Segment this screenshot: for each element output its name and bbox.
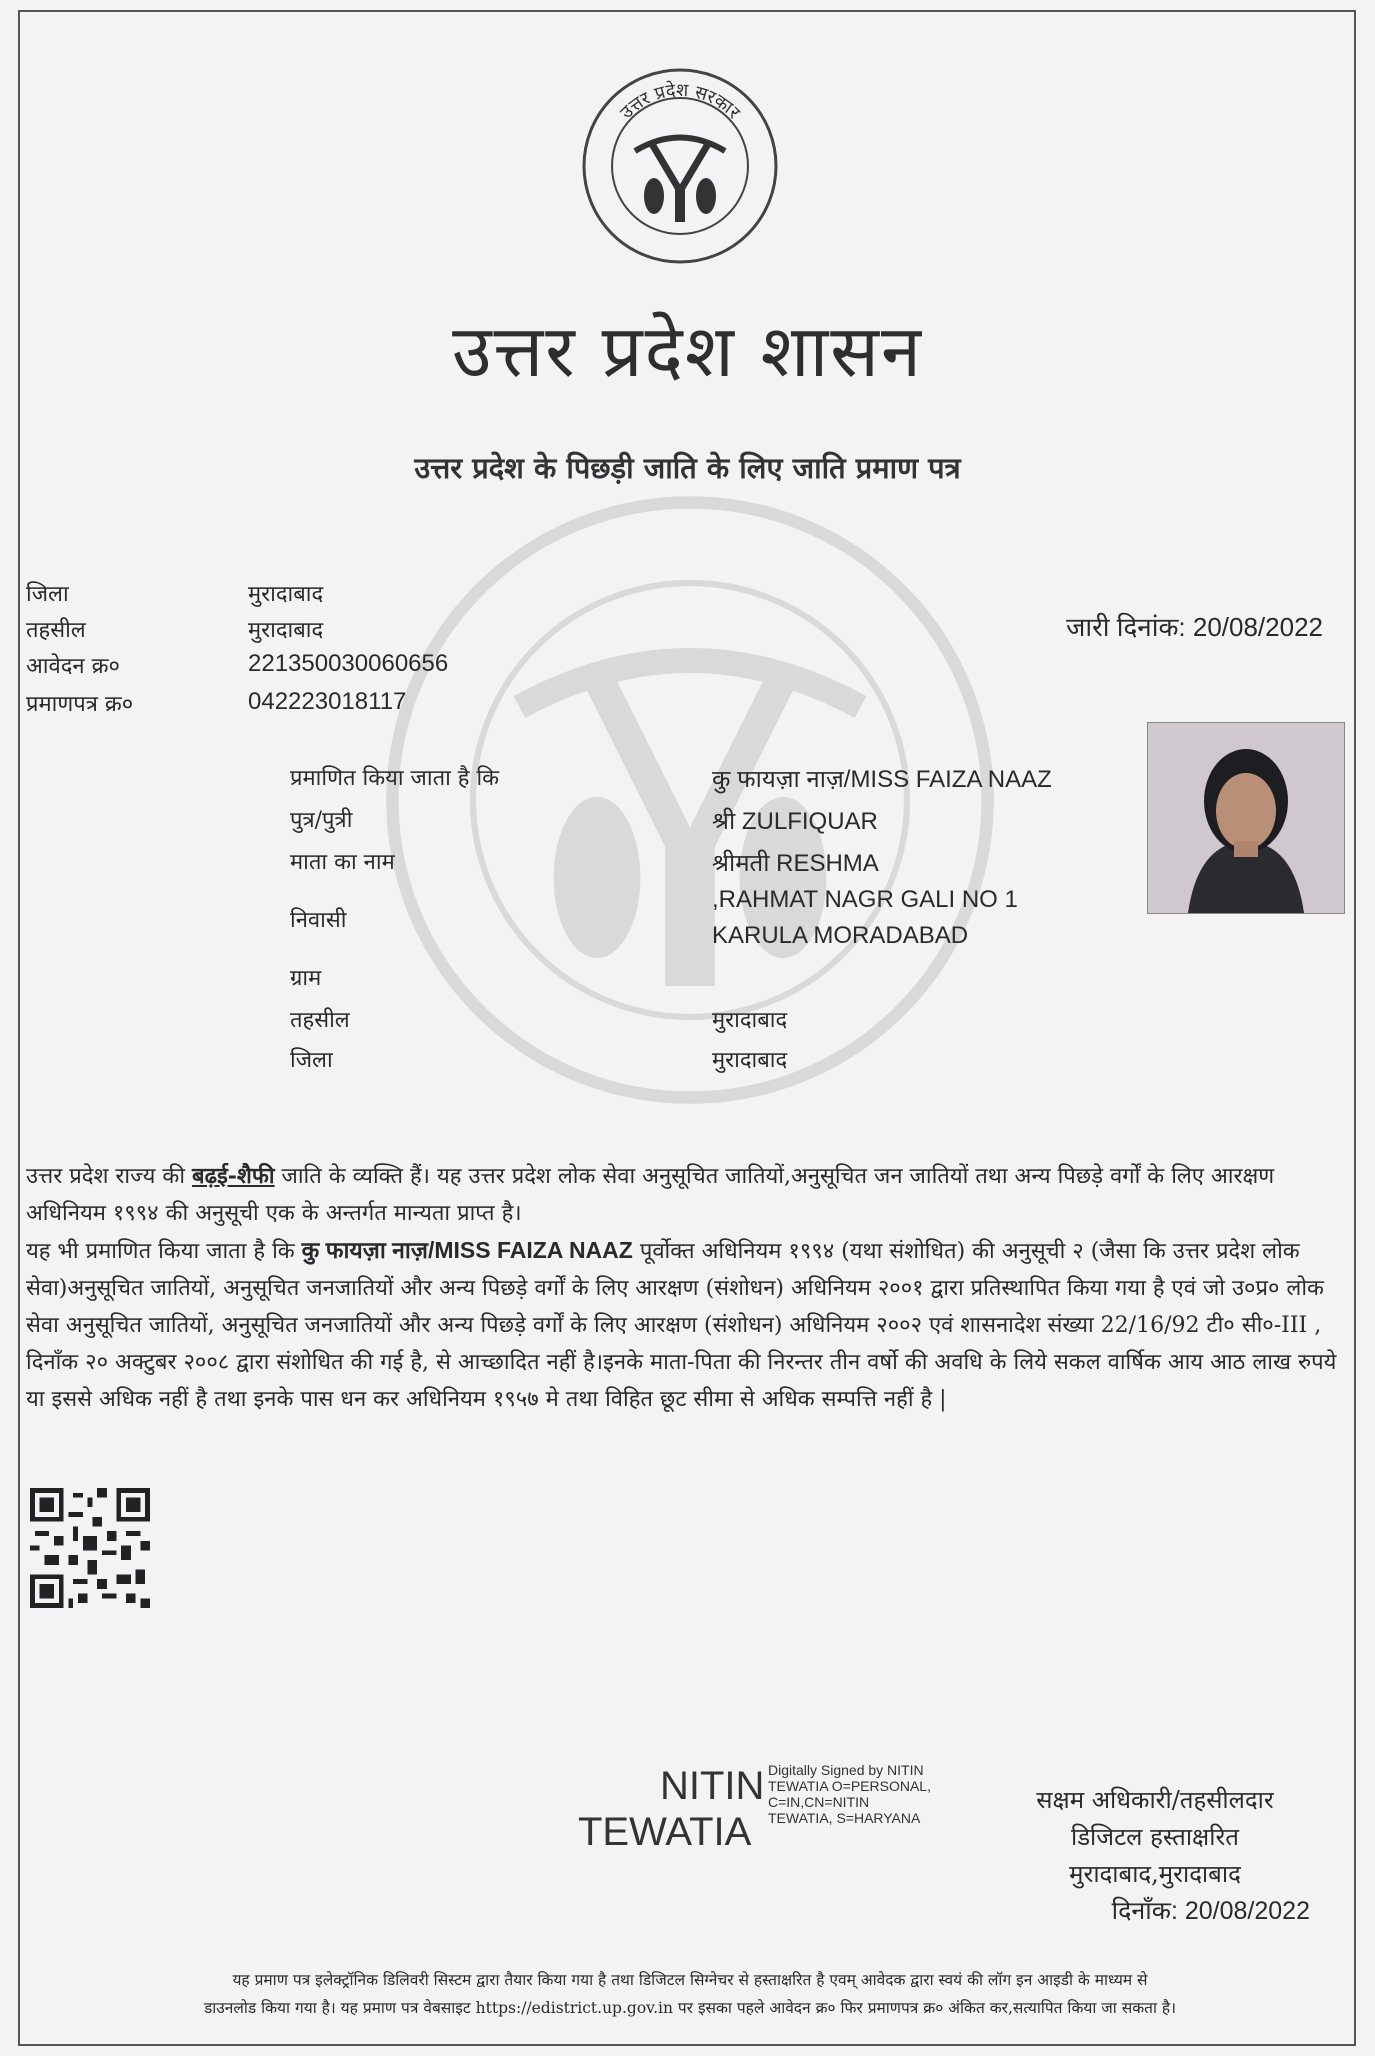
watermark-emblem-icon [380, 490, 1000, 1110]
certificate-label: प्रमाणपत्र क्र० [26, 692, 134, 717]
details-tehsil-value: मुरादाबाद [712, 1008, 788, 1033]
footer-note [40, 1966, 1340, 2022]
digital-signature-details [768, 1762, 931, 1826]
mother-label: माता का नाम [290, 850, 395, 875]
caste-name: बढ़ई-शैफी [192, 1163, 275, 1189]
resident-label: निवासी [290, 908, 347, 933]
paragraph-cert-text-2: पूर्वोक्त अधिनियम १९९४ (यथा संशोधित) की अनुसूची २ (जैसा कि उत्तर प्रदेश लोक सेवा)अनुसूचित जातियों, अनुसूचित जनजातियों और अन्य पिछड़े वर्गों के लिए आरक्षण (संशोधन) अधिनियम २००१ द्वारा प्रतिस्थापित किया गया है एवं जो उ०प्र० लोक सेवा अनुसूचित जातियों, अनुसूचित जनजातियों और अन्य पिछड़े वर्गों के लिए आरक्षण (संशोधन) अधिनियम २००२ एवं शासनादेश संख्या 22/16/92 टी० सी०-III , दिनाँक २० अक्टुबर २००८ द्वारा संशोधित की गई है, से आच्छादित नहीं है।इनके माता-पिता की निरन्तर तीन वर्षो की अवधि के लिये सकल वार्षिक आय आठ लाख रुपये या इससे अधिक नहीं है तथा इनके पास धन कर अधिनियम १९५७ मे तथा विहित छूट सीमा से अधिक सम्पत्ति नहीं है | [26, 1239, 1337, 1412]
certified-label: प्रमाणित किया जाता है कि [290, 766, 500, 791]
authority-digital-signed: डिजिटल हस्ताक्षरित [1071, 1823, 1239, 1851]
certificate-number: 042223018117 [248, 688, 407, 715]
digital-sig-line-4: TEWATIA, S=HARYANA [768, 1810, 921, 1826]
issue-date: जारी दिनांक: 20/08/2022 [1066, 612, 1323, 642]
applicant-photo [1147, 722, 1345, 914]
digital-sig-line-1: Digitally Signed by NITIN [768, 1762, 924, 1778]
seal-text: उत्तर प्रदेश सरकार [616, 79, 745, 124]
paragraph-caste-text-1: उत्तर प्रदेश राज्य की [26, 1164, 193, 1189]
signer-name-line-1: NITIN [660, 1764, 765, 1808]
address-line-2: KARULA MORADABAD [712, 922, 969, 949]
certificate-subtitle: उत्तर प्रदेश के पिछड़ी जाति के लिए जाति प्रमाण पत्र [414, 451, 961, 485]
authority-block [990, 1782, 1320, 1930]
qr-code-icon [30, 1488, 150, 1608]
tehsil-label: तहसील [26, 618, 86, 643]
footer-line-1: यह प्रमाण पत्र इलेक्ट्रॉनिक डिलिवरी सिस्टम द्वारा तैयार किया गया है तथा डिजिटल सिग्नेचर से हस्ताक्षरित है एवम् आवेदक द्वारा स्वयं की लॉग इन आइडी के माध्यम से [232, 1971, 1148, 1989]
mother-name: श्रीमती RESHMA [712, 850, 879, 877]
paragraph-caste [26, 1158, 1346, 1232]
footer-line-2: डाउनलोड किया गया है। यह प्रमाण पत्र वेबसाइट https://edistrict.up.gov.in पर इसका पहले आवेदन क्र० फिर प्रमाणपत्र क्र० अंकित कर,सत्यापित किया जा सकता है। [203, 1999, 1176, 2017]
paragraph-applicant-name: कु फायज़ा नाज़/MISS FAIZA NAAZ [301, 1237, 633, 1263]
child-of-label: पुत्र/पुत्री [290, 808, 353, 833]
applicant-name: कु फायज़ा नाज़/MISS FAIZA NAAZ [712, 766, 1052, 793]
address-line-1: ,RAHMAT NAGR GALI NO 1 [712, 886, 1018, 913]
page-title: उत्तर प्रदेश शासन [452, 309, 923, 393]
paragraph-caste-text-2: जाति के व्यक्ति हैं। यह उत्तर प्रदेश लोक सेवा अनुसूचित जातियों,अनुसूचित जन जातियों तथा अन्य पिछड़े वर्गों के लिए आरक्षण अधिनियम १९९४ की अनुसूची एक के अन्तर्गत मान्यता प्राप्त है। [26, 1164, 1275, 1226]
state-seal-icon [580, 66, 780, 266]
details-district-label: जिला [290, 1048, 333, 1073]
district-label: जिला [26, 582, 69, 607]
district-value: मुरादाबाद [248, 582, 324, 607]
svg-text:उत्तर प्रदेश सरकार [616, 79, 744, 124]
paragraph-cert-text-1: यह भी प्रमाणित किया जाता है कि [26, 1239, 302, 1264]
application-label: आवेदन क्र० [26, 654, 120, 679]
digital-sig-line-2: TEWATIA O=PERSONAL, [768, 1778, 931, 1794]
digital-sig-line-3: C=IN,CN=NITIN [768, 1794, 870, 1810]
signer-name-line-2: TEWATIA [578, 1810, 752, 1854]
village-label: ग्राम [290, 966, 322, 991]
tehsil-value: मुरादाबाद [248, 618, 324, 643]
paragraph-certification [26, 1232, 1346, 1418]
application-number: 221350030060656 [248, 650, 449, 677]
authority-date: दिनाँक: 20/08/2022 [1111, 1897, 1310, 1925]
authority-designation: सक्षम अधिकारी/तहसीलदार [1036, 1786, 1274, 1814]
authority-location: मुरादाबाद,मुरादाबाद [1069, 1860, 1241, 1888]
details-tehsil-label: तहसील [290, 1008, 350, 1033]
father-name: श्री ZULFIQUAR [712, 808, 878, 835]
details-district-value: मुरादाबाद [712, 1048, 788, 1073]
